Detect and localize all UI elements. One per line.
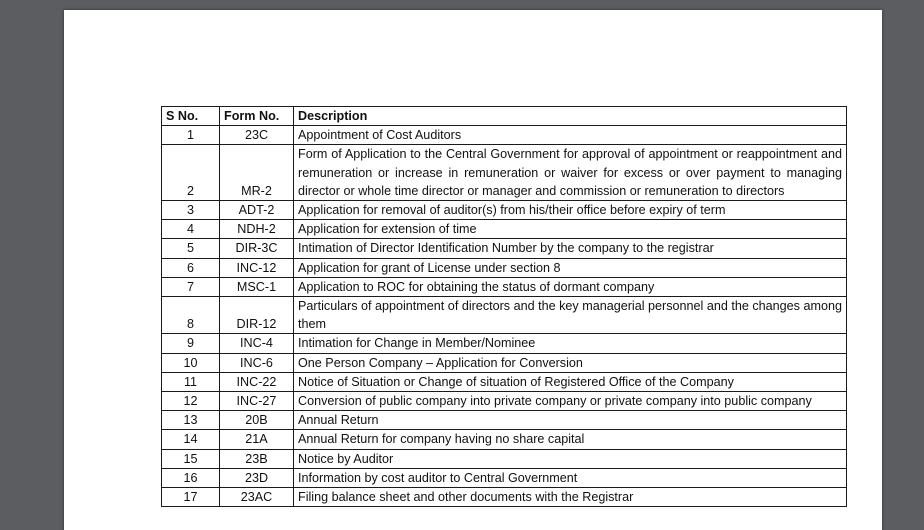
table-row [162,126,847,145]
row-sno: 9 [162,334,220,353]
table-row [162,297,847,334]
table-row [162,468,847,487]
row-description: One Person Company – Application for Conversion [294,353,847,372]
row-description: Application for extension of time [294,220,847,239]
forms-table [161,106,847,507]
row-form-no: INC-6 [220,353,294,372]
table-row [162,145,847,201]
row-form-no: 23C [220,126,294,145]
table-row [162,277,847,296]
row-sno: 12 [162,392,220,411]
table-row [162,392,847,411]
row-description: Intimation for Change in Member/Nominee [294,334,847,353]
row-form-no: 21A [220,430,294,449]
row-sno: 5 [162,239,220,258]
table-row [162,488,847,507]
row-description: Conversion of public company into private company or private company into public company [294,392,847,411]
row-sno: 1 [162,126,220,145]
table-row [162,411,847,430]
row-description: Intimation of Director Identification Number by the company to the registrar [294,239,847,258]
row-form-no: INC-12 [220,258,294,277]
header-form-no: Form No. [220,107,294,126]
row-form-no: DIR-12 [220,297,294,334]
row-sno: 2 [162,145,220,201]
row-sno: 17 [162,488,220,507]
row-form-no: MSC-1 [220,277,294,296]
table-row [162,372,847,391]
row-sno: 13 [162,411,220,430]
document-page [64,10,882,530]
row-form-no: 23AC [220,488,294,507]
row-description: Application for grant of License under section 8 [294,258,847,277]
row-description: Notice of Situation or Change of situation of Registered Office of the Company [294,372,847,391]
row-form-no: 23B [220,449,294,468]
row-sno: 15 [162,449,220,468]
row-description: Filing balance sheet and other documents with the Registrar [294,488,847,507]
row-description: Annual Return [294,411,847,430]
table-row [162,334,847,353]
row-sno: 3 [162,201,220,220]
row-sno: 8 [162,297,220,334]
row-sno: 11 [162,372,220,391]
row-form-no: DIR-3C [220,239,294,258]
row-form-no: ADT-2 [220,201,294,220]
row-description: Application to ROC for obtaining the status of dormant company [294,277,847,296]
row-form-no: INC-27 [220,392,294,411]
row-sno: 7 [162,277,220,296]
header-sno: S No. [162,107,220,126]
table-header-row [162,107,847,126]
table-row [162,220,847,239]
row-sno: 4 [162,220,220,239]
table-row [162,449,847,468]
row-sno: 6 [162,258,220,277]
row-form-no: 23D [220,468,294,487]
row-form-no: NDH-2 [220,220,294,239]
row-sno: 10 [162,353,220,372]
row-description: Appointment of Cost Auditors [294,126,847,145]
row-sno: 14 [162,430,220,449]
table-row [162,353,847,372]
row-description: Particulars of appointment of directors and the key managerial personnel and the changes among them [294,297,847,334]
row-description: Information by cost auditor to Central Government [294,468,847,487]
row-form-no: 20B [220,411,294,430]
table-row [162,430,847,449]
row-form-no: INC-4 [220,334,294,353]
row-description: Application for removal of auditor(s) from his/their office before expiry of term [294,201,847,220]
table-row [162,258,847,277]
table-row [162,201,847,220]
row-form-no: MR-2 [220,145,294,201]
row-description: Form of Application to the Central Government for approval of appointment or reappointment and remuneration or increase in remuneration or waiver for excess or over payment to managing director or whole time director or manager and commission or remuneration to directors [294,145,847,201]
row-description: Notice by Auditor [294,449,847,468]
header-description: Description [294,107,847,126]
row-description: Annual Return for company having no share capital [294,430,847,449]
row-form-no: INC-22 [220,372,294,391]
row-sno: 16 [162,468,220,487]
table-row [162,239,847,258]
